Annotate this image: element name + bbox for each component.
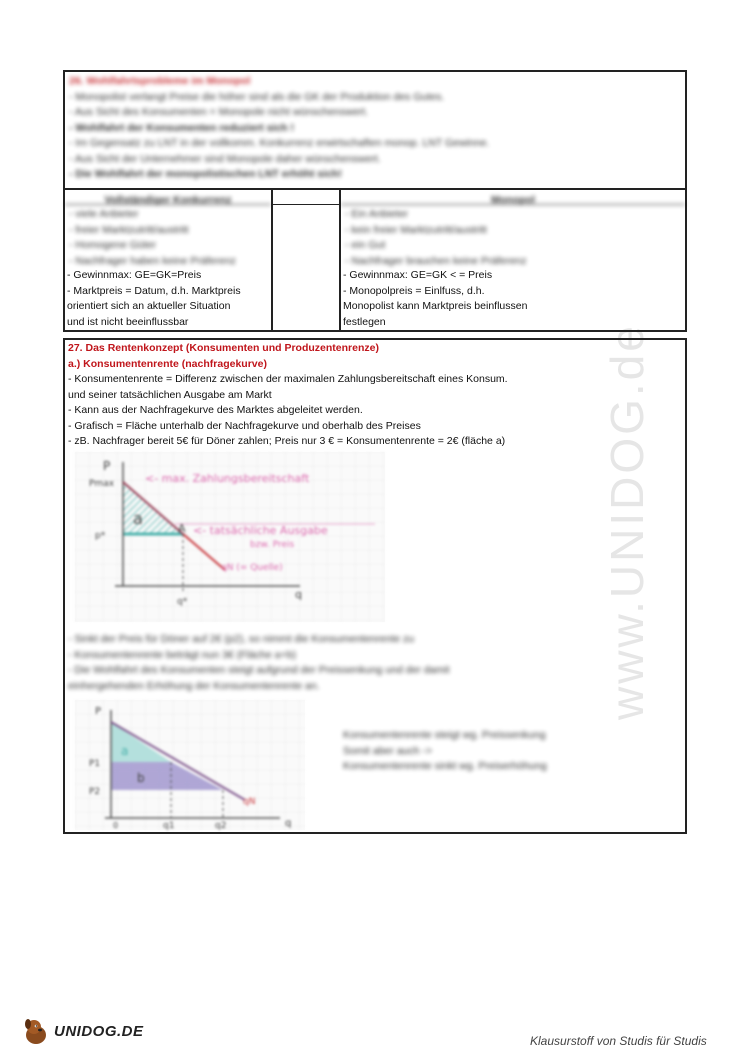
q1-label: q1 [163,821,175,830]
section-27-line: - Grafisch = Fläche unterhalb der Nachfragekurve und oberhalb des Preises [68,419,421,432]
section-26-line: - Monopolist verlangt Preise die höher sind als die GK der Produktion des Gutes. [69,90,445,103]
left-visible-item: - Gewinnmax: GE=GK=Preis [67,269,202,281]
p-axis-label: P [103,459,111,473]
actual-expense-annotation: <- tatsächliche Ausgabe [193,524,328,537]
left-visible-list [67,268,241,330]
left-blurred-item: - viele Anbieter [69,208,139,220]
area-a-label: a [133,509,143,528]
right-header [341,190,685,205]
footer-tagline: Klausurstoff von Studis für Studis [530,1034,707,1048]
section-26-line: - Wohlfahrt der Konsumenten reduziert sich ! [69,121,294,134]
p-axis-label-2: P [95,706,102,717]
side-notes [343,728,547,775]
left-header [65,190,271,205]
right-blurred-list [341,205,685,271]
graph-1-svg [75,452,385,622]
section-26-line: - Die Wohlfahrt der monopolistischen LNT erhöht sich! [69,168,342,180]
section-27-subtitle: a.) Konsumentenrente (nachfragekurve) [68,357,267,370]
dog-icon [22,1016,50,1046]
graph-2-svg [75,700,305,830]
left-visible-item: orientiert sich an aktueller Situation [67,300,231,312]
section-27-blurred-lines [68,632,450,694]
pstar-label: p* [95,531,106,541]
right-visible-item: Monopolist kann Marktpreis beinflussen [343,300,528,312]
blurred-line: - Konsumentenrente beträgt nun 3€ (Fläche a+b) [68,648,296,661]
actual-expense-annotation-2: bzw. Preis [250,540,295,550]
point-a-label: A [178,522,186,535]
origin-label: 0 [113,821,119,830]
right-visible-item: festlegen [343,315,386,328]
section-27-line: - Kann aus der Nachfragekurve des Marktes abgeleitet werden. [68,404,363,416]
qstar-label: q* [177,597,188,607]
side-note: Somit aber auch -> [343,744,433,757]
section-27-line: und seiner tatsächlichen Ausgabe am Markt [68,388,272,401]
qn-label: qN [243,797,256,807]
side-note: Konsumentenrente sinkt wg. Preiserhöhung [343,760,547,772]
right-blurred-item: - Nachfrager brauchen keine Präferenz [345,254,527,267]
q-axis-label-2: q [285,818,292,829]
watermark: www.UNIDOG.de [601,323,653,720]
section-27-header [65,340,685,451]
area-b-label: b [137,771,145,785]
section-26-line: - Aus Sicht des Konsumenten = Monopole nicht wünschenswert. [69,106,369,118]
section-26-box [63,70,687,190]
left-blurred-item: - Homogene Güter [69,239,156,251]
blurred-line: - Die Wohlfahrt des Konsumenten steigt aufgrund der Preissenkung und der damit [68,664,450,676]
blurred-line: einhergehenden Erhöhung der Konsumentenrente an. [68,679,320,692]
right-blurred-item: - kein freier Marktzutritt/austritt [345,223,487,236]
section-26-line: - Im Gegensatz zu LNT in der vollkomm. Konkurrenz erwirtschaften monop. LNT Gewinne. [69,137,490,149]
right-column [341,190,685,330]
demand-curve-label: qN (= Quelle) [221,563,283,573]
max-willingness-annotation: <- max. Zahlungsbereitschaft [145,472,310,485]
pmax-label: Pmax [89,479,115,489]
area-a-label-2: a [121,744,129,758]
middle-column [273,190,341,330]
right-visible-item: - Monopolpreis = Einlfuss, d.h. [343,284,485,297]
section-26-content [65,72,685,185]
left-visible-item: und ist nicht beeinflussbar [67,315,189,328]
right-visible-list [343,268,527,330]
price-reduction-graph [75,700,305,830]
right-blurred-item: - Ein Anbieter [345,208,409,220]
section-27-box [63,338,687,834]
side-note: Konsumentenrente steigt wg. Preissenkung [343,729,546,741]
left-blurred-item: - freier Marktzutritt/austritt [69,223,189,236]
section-26-title: 26. Wohlfahrtsprobleme im Monopol [69,75,251,87]
right-visible-item: - Gewinnmax: GE=GK < = Preis [343,269,493,281]
q-axis-label: q [295,588,302,601]
consumer-surplus-graph [75,452,385,622]
blurred-line: - Sinkt der Preis für Döner auf 2€ (p2), so nimmt die Konsumentenrente zu [68,633,415,645]
unidog-logo[interactable] [22,1016,144,1046]
right-header-text: Monopol [491,194,535,206]
left-header-text: Vollständiger Konkurrenz [104,194,232,206]
p1-label: P1 [89,759,101,769]
section-27-line: - zB. Nachfrager bereit 5€ für Döner zahlen; Preis nur 3 € = Konsumentenrente = 2€ (fläche a) [68,435,506,447]
left-visible-item: - Marktpreis = Datum, d.h. Marktpreis [67,284,241,297]
logo-text: UNIDOG.DE [54,1022,144,1040]
left-blurred-list [65,205,271,271]
comparison-table [63,190,687,332]
q2-label: q2 [215,821,227,830]
left-blurred-item: - Nachfrager haben keine Präferenz [69,254,236,267]
section-27-line: - Konsumentenrente = Differenz zwischen der maximalen Zahlungsbereitschaft eines Konsum. [68,373,508,385]
left-column [65,190,273,330]
section-27-title: 27. Das Rentenkonzept (Konsumenten und Produzentenrenze) [68,342,379,354]
section-26-line: - Aus Sicht der Unternehmer sind Monopole daher wünschenswert. [69,152,381,165]
right-blurred-item: - ein Gut [345,239,386,251]
p2-label: P2 [89,787,101,797]
